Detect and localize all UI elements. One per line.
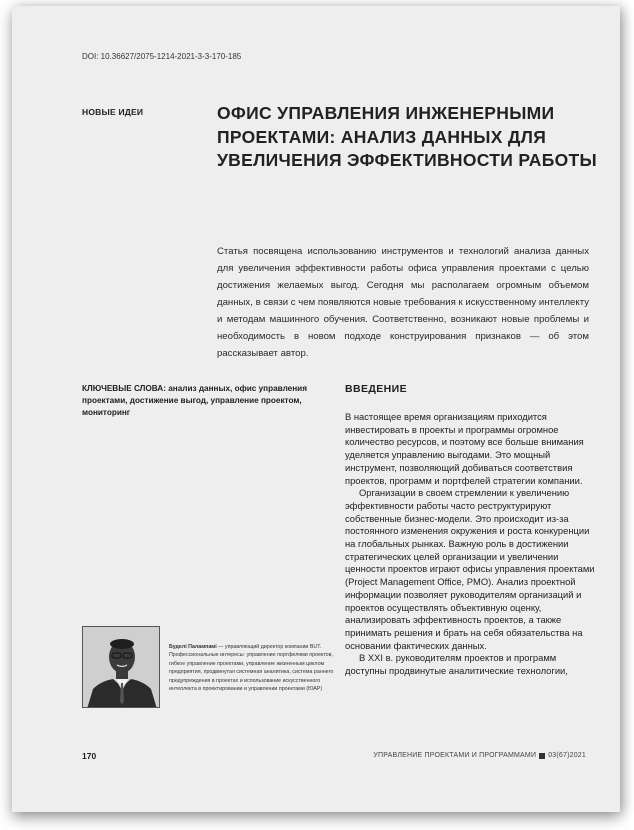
journal-name: УПРАВЛЕНИЕ ПРОЕКТАМИ И ПРОГРАММАМИ: [373, 752, 537, 759]
abstract: Статья посвящена использованию инструментов и технологий анализа данных для увеличения эффективности работы офиса управления проектами с целью достижения желаемых выгод. Сегодня мы располагаем огромным объемом данных, в связи с чем появляются новые требования к искусственному интеллекту и методам машинного обучения. Соответственно, возникают новые проблемы и необходимость в новом подходе конструирования признаков — об этом рассказывает автор.: [217, 246, 589, 359]
body-text: [345, 411, 595, 678]
journal-page: [12, 6, 620, 812]
journal-issue: 03(67)2021: [548, 752, 586, 759]
author-description: — управляющий директор компании BUT. Профессиональные интересы: управление портфелями проектов, гибкое управление проектами, управление жизненным циклом предприятия, продвинутая системная аналитика, система раннего предупреждения в проектах и использование искусственного интеллекта в проектировании и управлении проектами (ЮАР): [169, 644, 334, 693]
section-label: НОВЫЕ ИДЕИ: [82, 107, 144, 117]
keywords: КЛЮЧЕВЫЕ СЛОВА: анализ данных, офис управления проектами, достижение выгод, управление проектом, мониторинг: [82, 384, 307, 417]
doi: DOI: 10.36627/2075-1214-2021-3-3-170-185: [82, 52, 242, 61]
journal-footer: [373, 752, 586, 759]
author-photo: [82, 626, 160, 708]
square-icon: [539, 753, 545, 759]
author-bio: [169, 643, 337, 693]
article-title: ОФИС УПРАВЛЕНИЯ ИНЖЕНЕРНЫМИ ПРОЕКТАМИ: АНАЛИЗ ДАННЫХ ДЛЯ УВЕЛИЧЕНИЯ ЭФФЕКТИВНОСТИ РАБОТЫ: [217, 103, 597, 170]
intro-heading: ВВЕДЕНИЕ: [345, 383, 407, 395]
paragraph: В XXI в. руководителям проектов и программ доступны продвинутые аналитические технологии,: [345, 652, 568, 677]
page-number: 170: [82, 751, 97, 761]
author-portrait-icon: [83, 627, 160, 708]
author-name: Буделі Палампамі: [169, 644, 217, 650]
paragraph: Организации в своем стремлении к увеличению эффективности работы часто реструктурируют собственные бизнес-модели. Это происходит из-за постоянного изменения окружения и роста конкуренции на глобальных рынках. Важную роль в достижении стратегических целей организации и увеличении ценности проектов играют офисы управления проектами (Project Management Office, PMO). Анализ проектной информации позволяет руководителям организаций и проектов осуществлять объективную оценку, анализировать эффективность проектов, а также принимать решения и брать на себя обязательства на основании фактических данных.: [345, 487, 595, 651]
paragraph: В настоящее время организациям приходится инвестировать в проекты и программы огромное количество ресурсов, и поэтому все больше внимания уделяется управлению выгодами. Это мощный инструмент, позволяющий добиваться соответствия проектов, программ и портфелей стратегии компании.: [345, 411, 584, 486]
